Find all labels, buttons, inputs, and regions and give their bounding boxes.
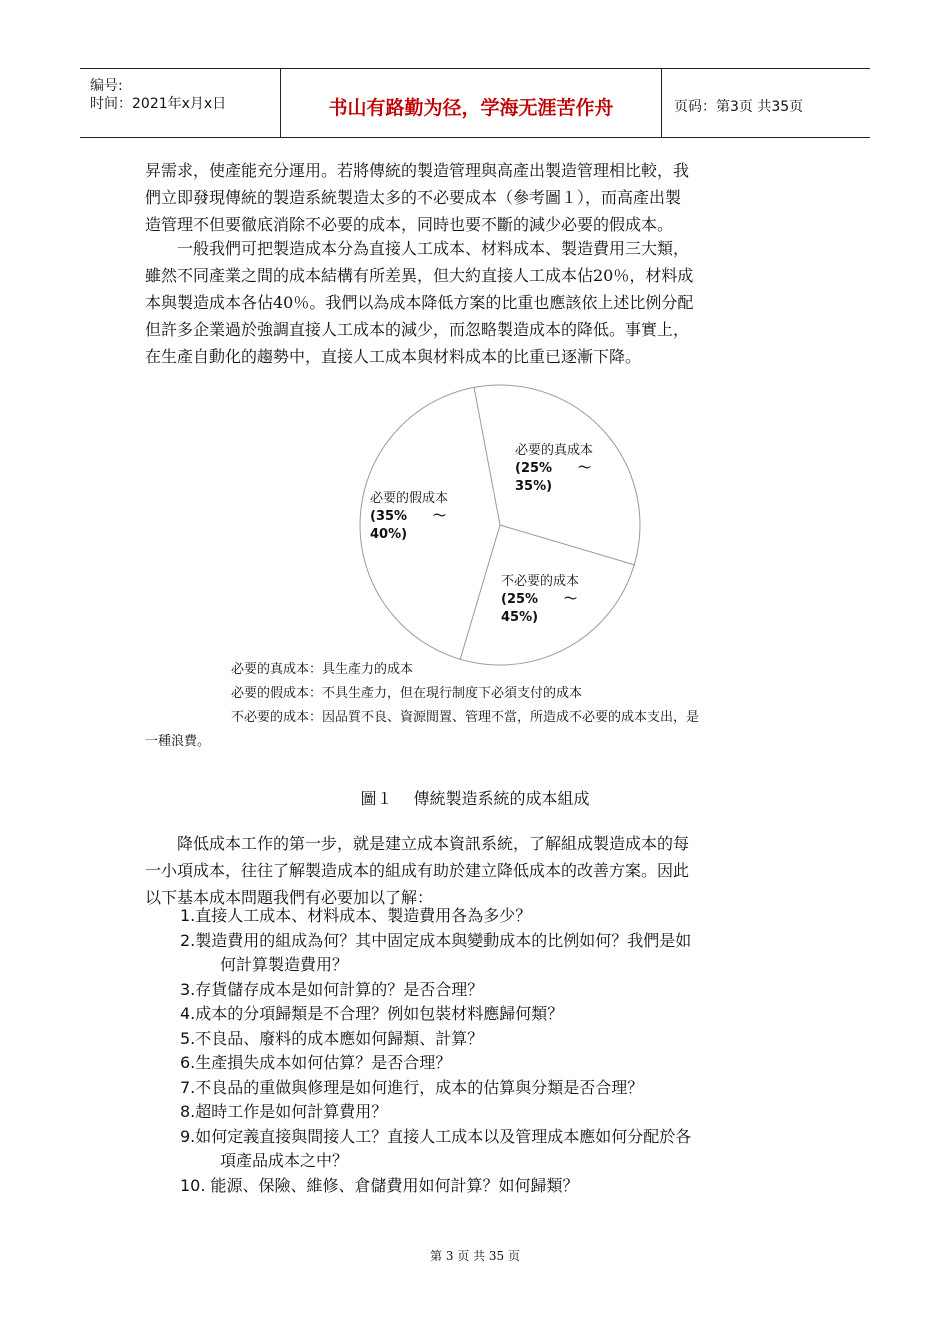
chart-notes	[145, 658, 815, 754]
text-line: 一般我們可把製造成本分為直接人工成本、材料成本、製造費用三大類，	[145, 239, 690, 258]
item-text: 直接人工成本、材料成本、製造費用各為多少？	[195, 906, 532, 925]
note-line: 必要的真成本：具生產力的成本	[231, 662, 414, 677]
list-item	[180, 1051, 820, 1076]
text-line: 昇需求，使產能充分運用。若將傳統的製造管理與高產出製造管理相比較，我	[145, 161, 690, 180]
pie-label-unnecessary-cost	[501, 573, 611, 627]
page-header	[80, 68, 870, 138]
note-line: 不必要的成本：因品質不良、資源閒置、管理不當，所造成不必要的成本支出，是	[231, 710, 700, 725]
list-item	[180, 1174, 820, 1199]
list-item-continuation: 項產品成本之中？	[220, 1151, 349, 1170]
number-label: 编号:	[90, 78, 123, 94]
item-number: 10.	[180, 1175, 206, 1195]
item-number: 3.	[180, 979, 196, 999]
text-line: 降低成本工作的第一步，就是建立成本資訊系統，了解組成製造成本的每	[145, 834, 690, 853]
list-item	[180, 1100, 820, 1125]
note-line: 必要的假成本：不具生產力，但在現行制度下必須支付的成本	[231, 686, 583, 701]
item-text: 不良品、廢料的成本應如何歸類、計算？	[195, 1028, 484, 1048]
item-number: 6.	[180, 1053, 196, 1072]
time-label: 时间：2021年x月x日	[90, 96, 227, 112]
list-item	[180, 1125, 820, 1150]
question-list	[180, 904, 820, 1198]
motto: 书山有路勤为径，学海无涯苦作舟	[328, 97, 614, 119]
list-item	[180, 978, 820, 1003]
item-text: 不良品的重做與修理是如何進行，成本的估算與分類是否合理？	[195, 1077, 644, 1097]
item-number: 7.	[180, 1077, 196, 1097]
page-footer: 第 3 页 共 35 页	[430, 1249, 520, 1263]
list-item	[180, 1027, 820, 1052]
list-item	[180, 1076, 820, 1101]
item-text: 生產損失成本如何估算？是否合理？	[195, 1053, 452, 1072]
item-text: 製造費用的組成為何？其中固定成本與變動成本的比例如何？我們是如	[195, 930, 692, 950]
note-line: 一種浪費。	[145, 734, 211, 749]
pie-label-true-cost	[515, 442, 625, 496]
slice-range: (25% ～	[515, 461, 592, 476]
item-number: 8.	[180, 1102, 196, 1121]
slice-name: 必要的真成本	[515, 443, 594, 458]
figure-caption: 圖１ 傳統製造系統的成本組成	[360, 789, 590, 808]
slice-range-end: 40%)	[370, 527, 408, 542]
slice-range-end: 35%)	[515, 479, 553, 494]
item-number: 1.	[180, 906, 196, 925]
page-info: 页码：第3页 共35页	[674, 99, 804, 115]
slice-range: (25% ～	[501, 592, 578, 607]
item-text: 超時工作是如何計算費用？	[195, 1102, 388, 1121]
text-line: 造管理不但要徹底消除不必要的成本，同時也要不斷的減少必要的假成本。	[145, 215, 674, 234]
text-line: 雖然不同產業之間的成本結構有所差異，但大約直接人工成本佔20％，材料成	[145, 266, 694, 285]
header-meta	[80, 69, 281, 137]
text-line: 以下基本成本問題我們有必要加以了解：	[145, 888, 434, 907]
list-item	[180, 904, 820, 929]
cost-pie-chart	[355, 380, 645, 670]
item-number: 4.	[180, 1004, 196, 1023]
analysis-paragraph	[145, 830, 810, 911]
item-number: 9.	[180, 1126, 196, 1146]
intro-paragraph	[145, 157, 810, 238]
item-number: 5.	[180, 1028, 196, 1048]
item-text: 如何定義直接與間接人工？直接人工成本以及管理成本應如何分配於各	[195, 1126, 692, 1146]
header-page-cell	[662, 69, 870, 137]
text-line: 但許多企業過於強調直接人工成本的減少，而忽略製造成本的降低。事實上，	[145, 320, 690, 339]
text-line: 們立即發現傳統的製造系統製造太多的不必要成本（參考圖１），而高產出製	[145, 188, 682, 207]
slice-range-end: 45%)	[501, 610, 539, 625]
slice-range: (35% ～	[370, 509, 447, 524]
item-text: 能源、保險、維修、倉儲費用如何計算？如何歸類？	[205, 1175, 579, 1195]
slice-name: 不必要的成本	[501, 574, 580, 589]
slice-name: 必要的假成本	[370, 491, 449, 506]
item-text: 成本的分項歸類是不合理？例如包裝材料應歸何類？	[195, 1004, 564, 1023]
item-text: 存貨儲存成本是如何計算的？是否合理？	[195, 979, 484, 999]
header-motto-cell	[281, 69, 662, 137]
cost-paragraph	[145, 235, 810, 370]
list-item	[180, 929, 820, 954]
list-item	[180, 1002, 820, 1027]
list-item-continuation: 何計算製造費用？	[220, 955, 349, 974]
text-line: 在生產自動化的趨勢中，直接人工成本與材料成本的比重已逐漸下降。	[145, 347, 642, 366]
pie-label-false-cost	[370, 490, 480, 544]
text-line: 本與製造成本各佔40％。我們以為成本降低方案的比重也應該依上述比例分配	[145, 293, 694, 312]
text-line: 一小項成本，往往了解製造成本的組成有助於建立降低成本的改善方案。因此	[145, 861, 690, 880]
item-number: 2.	[180, 930, 196, 950]
